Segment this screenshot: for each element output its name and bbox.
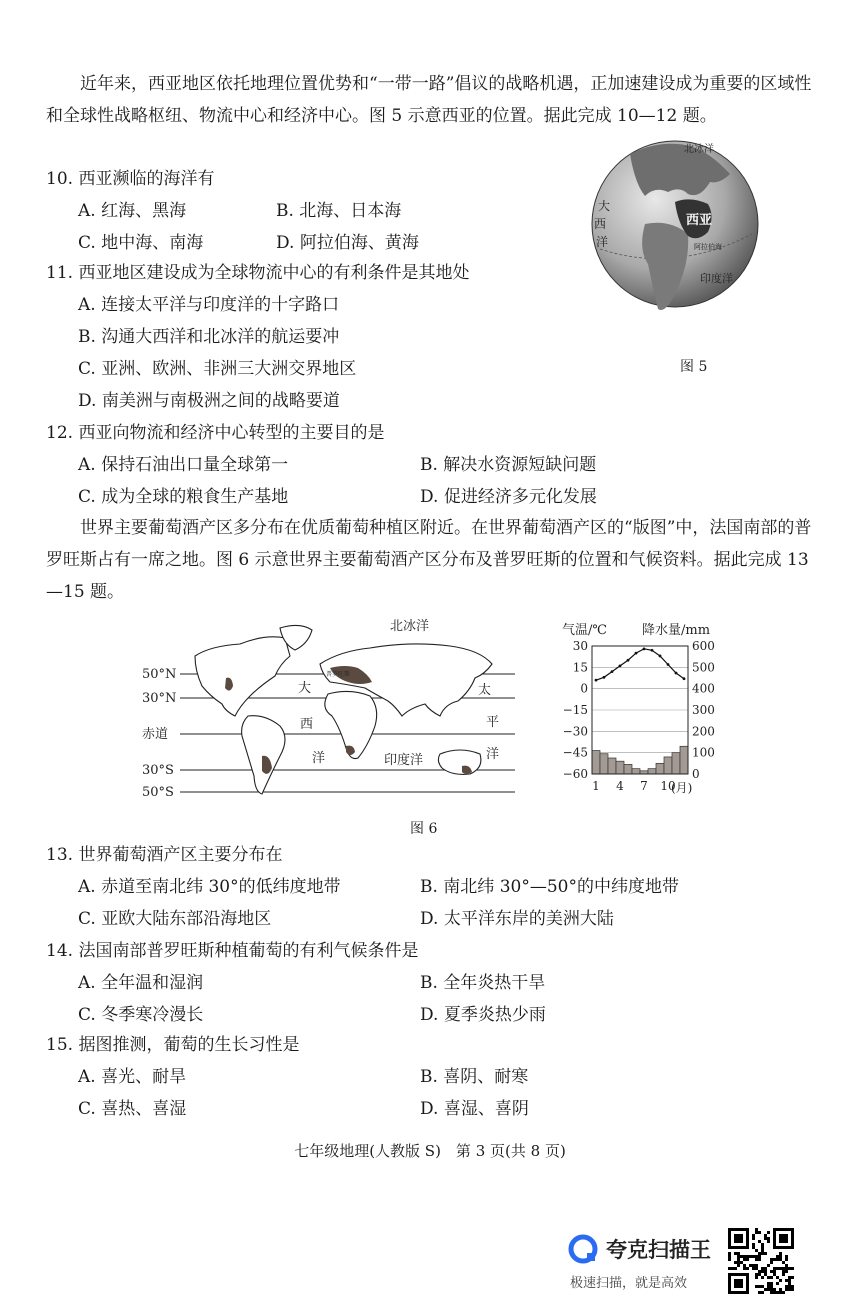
- climate-temp-tick: 30: [572, 639, 588, 653]
- map-label-atlantic-3: 洋: [312, 751, 326, 766]
- q14-stem: 14. 法国南部普罗旺斯种植葡萄的有利气候条件是: [46, 941, 419, 961]
- climate-precip-bar: [672, 753, 680, 774]
- climate-temp-tick: −15: [562, 703, 588, 717]
- map-label-equator: 赤道: [142, 727, 169, 742]
- climate-month-tick: 4: [616, 779, 624, 793]
- map-label-atlantic-2: 西: [300, 717, 314, 732]
- climate-temp-tick: −45: [562, 745, 588, 760]
- q12-option-d: D. 促进经济多元化发展: [420, 487, 597, 507]
- q12-option-a: A. 保持石油出口量全球第一: [78, 455, 289, 475]
- map-label-indian: 印度洋: [384, 753, 424, 768]
- q13-option-c: C. 亚欧大陆东部沿海地区: [78, 909, 272, 929]
- map-label-provence: 普罗旺斯: [326, 671, 351, 678]
- figure-6-caption: 图 6: [410, 821, 438, 837]
- climate-temp-tick: −60: [562, 767, 588, 781]
- climate-precip-tick: 500: [692, 660, 715, 675]
- q10-option-a: A. 红海、黑海: [78, 201, 187, 221]
- climate-precip-bar: [616, 761, 624, 774]
- q15-option-c: C. 喜热、喜湿: [78, 1099, 187, 1119]
- q13-stem: 13. 世界葡萄酒产区主要分布在: [46, 845, 283, 865]
- globe-label-arctic: 北冰洋: [684, 144, 714, 155]
- q15-option-d: D. 喜湿、喜阴: [420, 1099, 529, 1119]
- q10-option-c: C. 地中海、南海: [78, 233, 204, 253]
- climate-temp-point: [683, 677, 686, 680]
- climate-precip-bar: [656, 763, 664, 774]
- figure-5-caption: 图 5: [680, 359, 708, 375]
- globe-label-west-asia: 西亚: [686, 213, 713, 228]
- q15-option-a: A. 喜光、耐旱: [78, 1067, 187, 1087]
- climate-temp-point: [603, 676, 606, 679]
- climate-temp-point: [651, 649, 654, 652]
- globe-label-indian-ocean: 印度洋: [700, 272, 733, 285]
- map-label-50s: 50°S: [142, 785, 174, 800]
- q14-option-c: C. 冬季寒冷漫长: [78, 1005, 204, 1025]
- climate-precip-bar: [664, 757, 672, 774]
- climate-temp-point: [627, 659, 630, 662]
- map-label-pacific-3: 洋: [486, 747, 500, 762]
- q12-option-b: B. 解决水资源短缺问题: [420, 455, 597, 475]
- map-label-30n: 30°N: [142, 691, 177, 706]
- climate-precip-tick: 600: [692, 639, 715, 653]
- climate-temp-line: [596, 649, 684, 680]
- climate-temp-point: [595, 679, 598, 682]
- climate-precip-tick: 400: [692, 681, 715, 696]
- scanner-logo-icon: [568, 1234, 598, 1264]
- qr-code-icon: [728, 1228, 794, 1294]
- map-label-atlantic-1: 大: [298, 681, 312, 696]
- climate-precip-bar: [648, 769, 656, 774]
- climate-precip-bar: [632, 769, 640, 774]
- climate-precip-tick: 0: [692, 767, 700, 781]
- climate-temp-point: [635, 652, 638, 655]
- figure-5-globe: [590, 124, 760, 344]
- climate-month-unit: (月): [671, 781, 693, 795]
- q12-option-c: C. 成为全球的粮食生产基地: [78, 487, 289, 507]
- q10-stem: 10. 西亚濒临的海洋有: [46, 169, 215, 189]
- q11-option-a: A. 连接太平洋与印度洋的十字路口: [78, 295, 340, 315]
- climate-temp-point: [659, 655, 662, 658]
- map-label-pacific-1: 太: [478, 683, 492, 698]
- map-label-50n: 50°N: [142, 667, 177, 682]
- q11-option-d: D. 南美洲与南极洲之间的战略要道: [78, 391, 340, 411]
- scanner-name: 夸克扫描王: [606, 1238, 711, 1262]
- climate-precip-bar: [592, 751, 600, 774]
- climate-precip-tick: 200: [692, 724, 715, 739]
- q15-option-b: B. 喜阴、耐寒: [420, 1067, 529, 1087]
- map-label-arctic: 北冰洋: [390, 619, 430, 634]
- map-label-30s: 30°S: [142, 763, 174, 778]
- climate-month-tick: 10: [660, 779, 676, 793]
- climate-precip-bar: [624, 764, 632, 774]
- intro-paragraph-1: 近年来，西亚地区依托地理位置优势和“一带一路”倡议的战略机遇，正加速建设成为重要的区域性和全球性战略枢纽、物流中心和经济中心。图 5 示意西亚的位置。据此完成 10—12 题。: [46, 74, 812, 126]
- map-label-pacific-2: 平: [486, 715, 500, 730]
- q13-option-b: B. 南北纬 30°—50°的中纬度地带: [420, 877, 679, 897]
- climate-temp-point: [611, 670, 614, 673]
- q11-stem: 11. 西亚地区建设成为全球物流中心的有利条件是其地处: [46, 263, 470, 283]
- globe-label-atlantic-2: 西: [594, 217, 607, 231]
- globe-label-arabian-sea: 阿拉伯海: [694, 243, 722, 251]
- climate-precip-bar: [680, 746, 688, 774]
- q13-option-a: A. 赤道至南北纬 30°的低纬度地带: [78, 877, 341, 897]
- climate-temp-point: [643, 647, 646, 650]
- climate-temp-tick: −30: [562, 724, 588, 739]
- figure-6-climate-chart: [556, 620, 726, 800]
- q10-option-d: D. 阿拉伯海、黄海: [276, 233, 419, 253]
- climate-temp-label: 气温/℃: [562, 623, 607, 638]
- climate-month-tick: 1: [592, 779, 600, 793]
- climate-temp-point: [619, 665, 622, 668]
- climate-precip-tick: 300: [692, 703, 715, 717]
- q15-stem: 15. 据图推测，葡萄的生长习性是: [46, 1035, 300, 1055]
- climate-month-tick: 7: [640, 779, 648, 793]
- figure-6-world-map: [140, 616, 520, 802]
- climate-precip-bar: [608, 758, 616, 774]
- climate-precip-label: 降水量/mm: [642, 623, 711, 638]
- q11-option-c: C. 亚洲、欧洲、非洲三大洲交界地区: [78, 359, 357, 379]
- q10-option-b: B. 北海、日本海: [276, 201, 402, 221]
- q14-option-d: D. 夏季炎热少雨: [420, 1005, 546, 1025]
- intro-paragraph-2: 世界主要葡萄酒产区多分布在优质葡萄种植区附近。在世界葡萄酒产区的“版图”中，法国南部的普罗旺斯占有一席之地。图 6 示意世界主要葡萄酒产区分布及普罗旺斯的位置和气候资料。据此完成 13—15 题。: [46, 518, 812, 602]
- climate-precip-tick: 100: [692, 745, 715, 760]
- page-footer: 七年级地理(人教版 S) 第 3 页(共 8 页): [294, 1142, 566, 1160]
- globe-label-atlantic-3: 洋: [596, 235, 609, 249]
- climate-temp-point: [675, 672, 678, 675]
- q14-option-b: B. 全年炎热干旱: [420, 973, 546, 993]
- climate-precip-bar: [600, 754, 608, 774]
- scanner-slogan: 极速扫描，就是高效: [570, 1276, 688, 1291]
- climate-temp-point: [667, 663, 670, 666]
- globe-label-atlantic-1: 大: [598, 199, 611, 213]
- q14-option-a: A. 全年温和湿润: [78, 973, 204, 993]
- q11-option-b: B. 沟通大西洋和北冰洋的航运要冲: [78, 327, 340, 347]
- climate-temp-tick: 0: [580, 681, 588, 696]
- q12-stem: 12. 西亚向物流和经济中心转型的主要目的是: [46, 423, 385, 443]
- scanner-watermark: [568, 1228, 808, 1298]
- climate-temp-tick: 15: [572, 660, 588, 675]
- q13-option-d: D. 太平洋东岸的美洲大陆: [420, 909, 614, 929]
